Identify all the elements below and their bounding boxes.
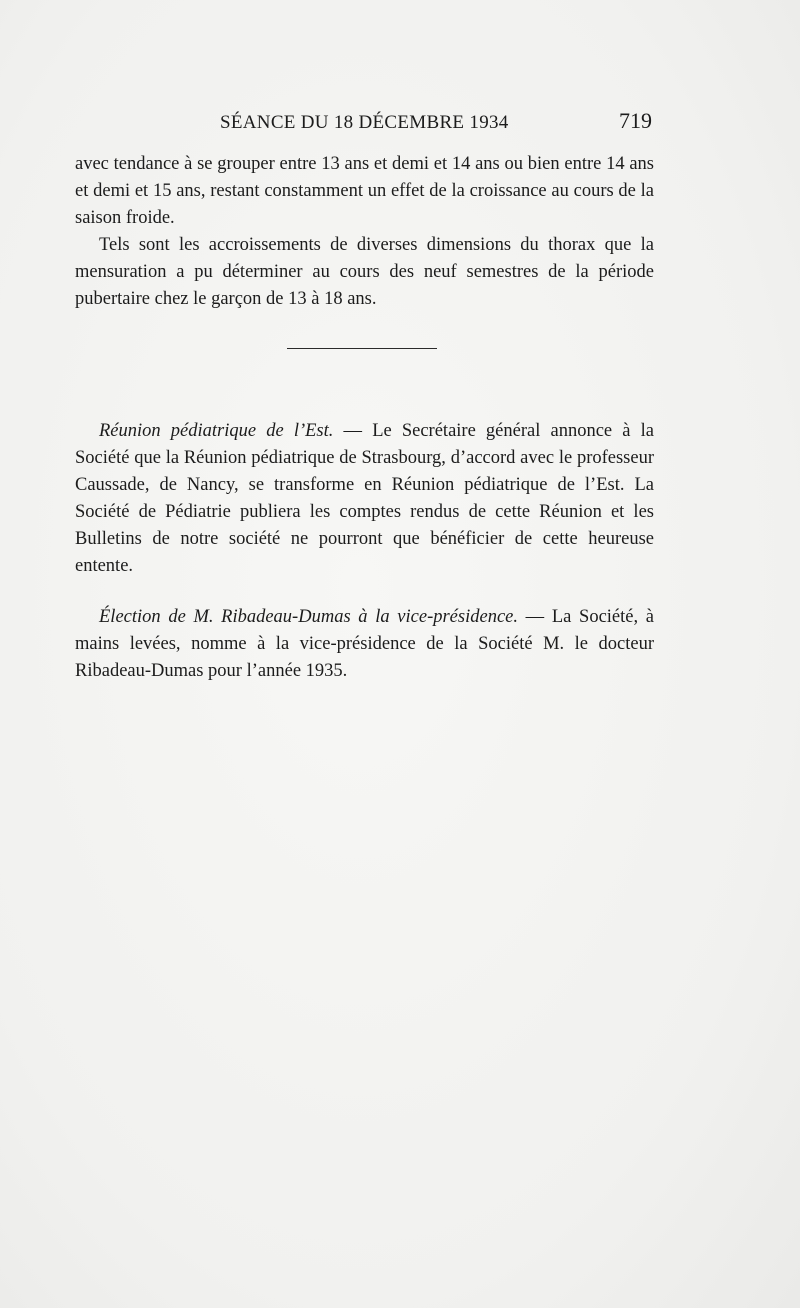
section-election-heading: Élection de M. Ribadeau-Dumas à la vice-présidence. bbox=[99, 607, 518, 627]
paragraph-continuation: avec tendance à se grouper entre 13 ans et demi et 14 ans ou bien entre 14 ans et demi et 15 ans, restant constamment un effet de la croissance au cours de la saison froide. bbox=[75, 154, 654, 228]
paragraph-thorax-summary: Tels sont les accroissements de diverses dimensions du thorax que la mensuration a pu déterminer au cours des neuf semestres de la période pubertaire chez le garçon de 13 à 18 ans. bbox=[75, 235, 654, 309]
section-divider bbox=[287, 348, 437, 349]
section-reunion-heading: Réunion pédiatrique de l’Est. bbox=[99, 421, 334, 441]
section-reunion-text: — Le Secrétaire général annonce à la Société que la Réunion pédiatrique de Strasbourg, d’accord avec le professeur Caussade, de Nancy, se transforme en Réunion pédiatrique de l’Est. La Société de Pédiatrie publiera les comptes rendus de cette Réunion et les Bulletins de notre société ne pourront que bénéficier de cette heureuse entente. bbox=[75, 421, 654, 576]
page-number: 719 bbox=[619, 108, 652, 133]
running-head: SÉANCE DU 18 DÉCEMBRE 1934 bbox=[220, 112, 509, 133]
section-election-text: — La Société, à mains levées, nomme à la vice-présidence de la Société M. le docteur Ribadeau-Dumas pour l’année 1935. bbox=[75, 607, 654, 681]
section-reunion-pediatrique bbox=[75, 418, 654, 580]
page-header bbox=[220, 108, 652, 138]
section-election bbox=[75, 604, 654, 685]
